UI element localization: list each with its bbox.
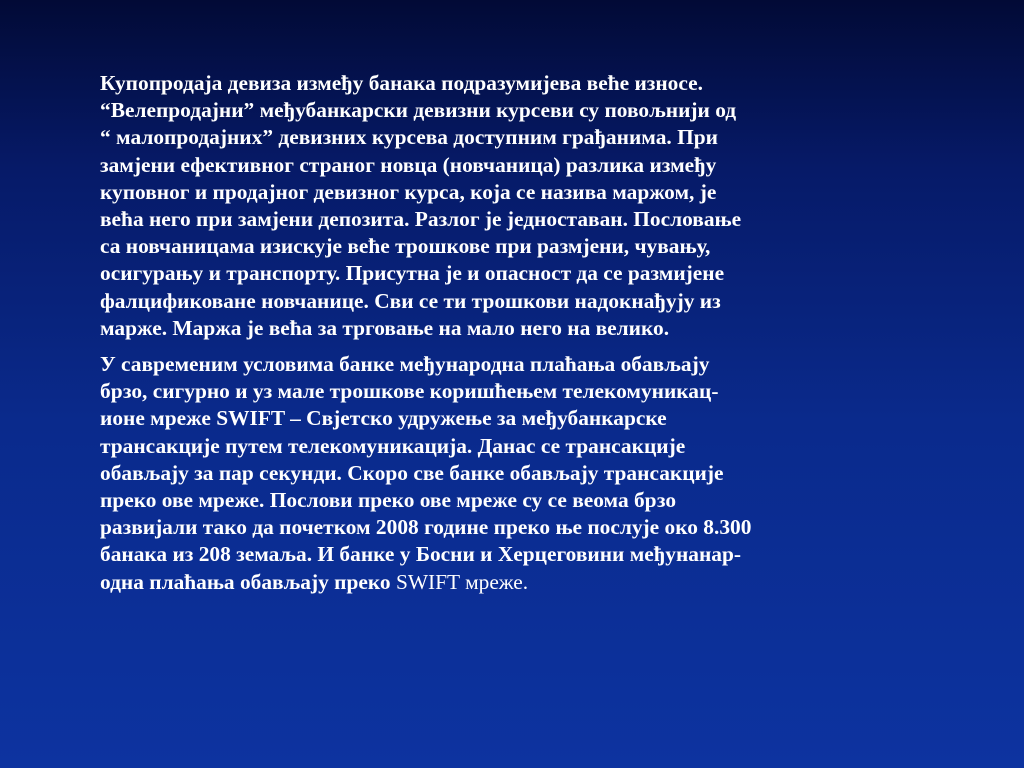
- text-line: већа него при замјени депозита. Разлог је једноставан. Пословање: [100, 207, 742, 232]
- paragraph-swift: [90, 351, 960, 596]
- text-line: “Велепродајни” међубанкарски девизни курсеви су повољнији од: [100, 98, 737, 123]
- text-line: банака из 208 земаља. И банке у Босни и Херцеговини међунанар-: [100, 542, 741, 567]
- text-bold-part: одна плаћања обављају преко: [100, 569, 396, 594]
- text-line: ионе мреже SWIFT – Свјетско удружење за међубанкарске: [100, 406, 667, 431]
- text-line: Купопродаја девиза између банака подразумијева веће износе.: [100, 71, 703, 95]
- paragraph-foreign-exchange: [90, 70, 960, 342]
- text-line: У савременим условима банке међународна плаћања обављају: [100, 352, 710, 377]
- text-line: замјени ефективног страног новца (новчаница) разлика између: [100, 152, 717, 177]
- text-line: развијали тако да почетком 2008 године преко ње послује око 8.300: [100, 515, 752, 540]
- text-line: марже. Маржа је већа за трговање на мало него на велико.: [100, 315, 670, 340]
- text-normal-part: SWIFT мреже.: [395, 569, 529, 594]
- text-line: преко ове мреже. Послови преко ове мреже су се веома брзо: [100, 488, 677, 513]
- text-line: куповног и продајног девизног курса, која се назива маржом, је: [100, 179, 717, 204]
- text-line: брзо, сигурно и уз мале трошкове коришћењем телекомуникац-: [100, 379, 719, 404]
- text-line-last: [90, 569, 960, 596]
- text-line: са новчаницама изискује веће трошкове при размјени, чувању,: [100, 234, 711, 259]
- text-line: “ малопродајних” девизних курсева доступним грађанима. При: [100, 125, 718, 150]
- text-line: трансакције путем телекомуникација. Данас се трансакције: [100, 433, 686, 458]
- text-line: осигурању и транспорту. Присутна је и опасност да се размијене: [100, 261, 725, 286]
- text-line: обављају за пар секунди. Скоро све банке обављају трансакције: [100, 460, 724, 485]
- slide-body: [90, 70, 960, 596]
- text-line: фалцификоване новчанице. Сви се ти трошкови надокнађују из: [100, 288, 721, 313]
